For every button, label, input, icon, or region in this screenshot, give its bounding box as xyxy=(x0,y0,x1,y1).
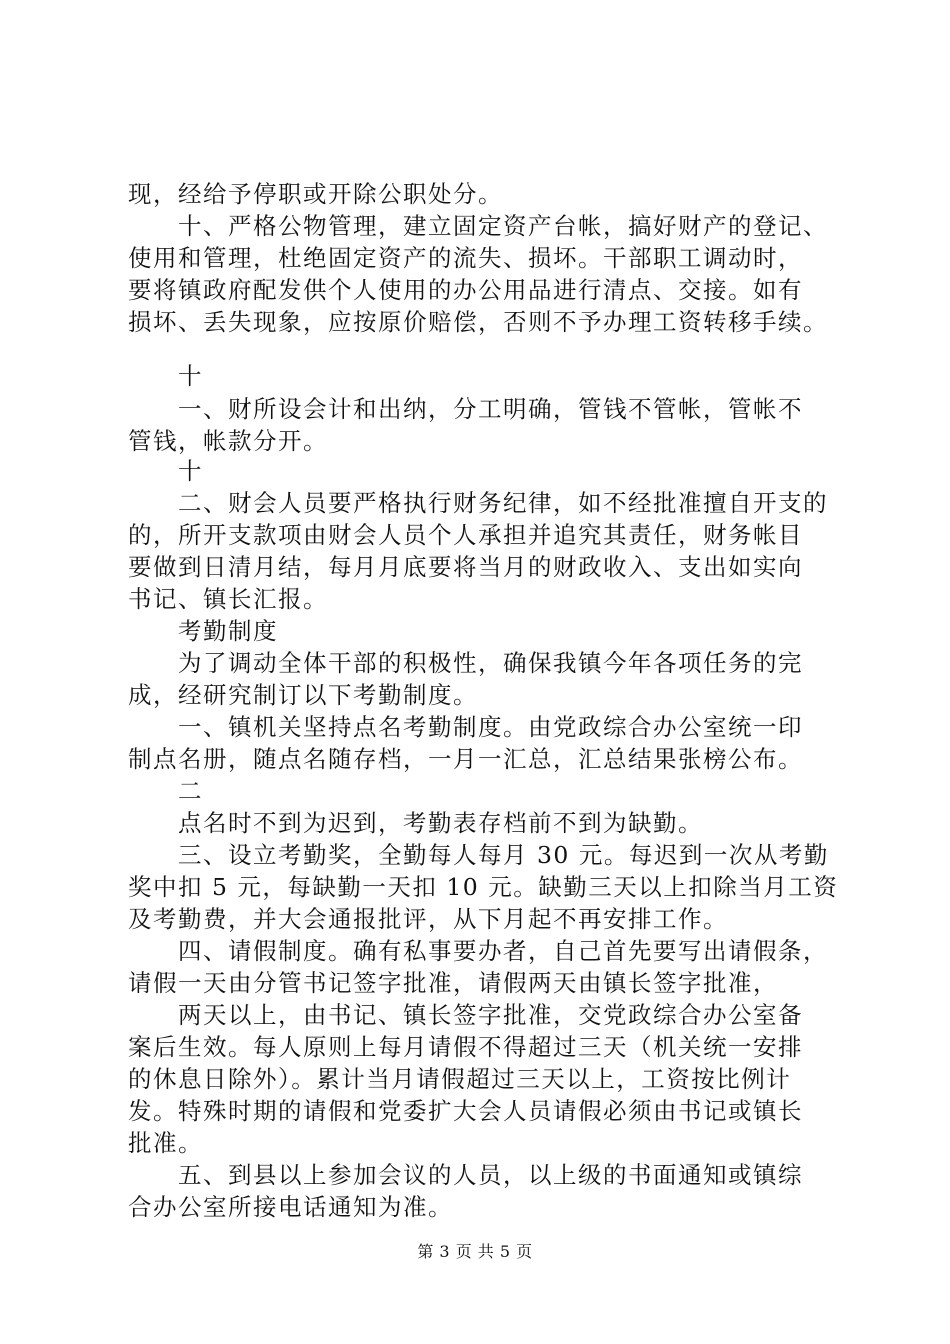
text-line: 管钱，帐款分开。 xyxy=(128,427,328,455)
text-line: 损坏、丢失现象，应按原价赔偿，否则不予办理工资转移手续。 xyxy=(128,308,828,336)
text-line: 成，经研究制订以下考勤制度。 xyxy=(128,681,478,709)
text-line: 奖中扣 5 元，每缺勤一天扣 10 元。缺勤三天以上扣除当月工资 xyxy=(128,873,839,901)
text-line: 合办公室所接电话通知为准。 xyxy=(128,1193,453,1221)
text-line: 现，经给予停职或开除公职处分。 xyxy=(128,180,503,208)
text-line: 制点名册，随点名随存档，一月一汇总，汇总结果张榜公布。 xyxy=(128,745,803,773)
text-line: 五、到县以上参加会议的人员，以上级的书面通知或镇综 xyxy=(178,1161,803,1189)
text-line: 的休息日除外）。累计当月请假超过三天以上，工资按比例计 xyxy=(128,1065,792,1093)
text-line: 的，所开支款项由财会人员个人承担并追究其责任，财务帐目 xyxy=(128,521,803,549)
text-line: 二 xyxy=(178,777,203,805)
text-line: 二、财会人员要严格执行财务纪律，如不经批准擅自开支的 xyxy=(178,489,828,517)
text-line: 三、设立考勤奖，全勤每人每月 30 元。每迟到一次从考勤 xyxy=(178,841,829,869)
section-heading: 考勤制度 xyxy=(178,617,278,645)
text-line: 四、请假制度。确有私事要办者，自己首先要写出请假条， xyxy=(178,937,828,965)
text-line: 两天以上，由书记、镇长签字批准，交党政综合办公室备 xyxy=(178,1001,803,1029)
text-line: 十 xyxy=(178,362,203,390)
text-line: 书记、镇长汇报。 xyxy=(128,585,328,613)
text-line: 批准。 xyxy=(128,1129,203,1157)
text-line: 要做到日清月结，每月月底要将当月的财政收入、支出如实向 xyxy=(128,553,803,581)
text-line: 为了调动全体干部的积极性，确保我镇今年各项任务的完 xyxy=(178,649,803,677)
text-line: 要将镇政府配发供个人使用的办公用品进行清点、交接。如有 xyxy=(128,276,803,304)
page-footer: 第 3 页 共 5 页 xyxy=(417,1242,533,1261)
text-line: 使用和管理，杜绝固定资产的流失、损坏。干部职工调动时， xyxy=(128,244,803,272)
text-line: 一、镇机关坚持点名考勤制度。由党政综合办公室统一印 xyxy=(178,713,803,741)
text-line: 点名时不到为迟到，考勤表存档前不到为缺勤。 xyxy=(178,809,703,837)
text-line: 十 xyxy=(178,457,203,485)
text-line: 案后生效。每人原则上每月请假不得超过三天（机关统一安排 xyxy=(128,1033,803,1061)
text-line: 发。特殊时期的请假和党委扩大会人员请假必须由书记或镇长 xyxy=(128,1097,803,1125)
text-line: 一、财所设会计和出纳，分工明确，管钱不管帐，管帐不 xyxy=(178,395,803,423)
text-line: 请假一天由分管书记签字批准，请假两天由镇长签字批准， xyxy=(128,969,778,997)
text-line: 及考勤费，并大会通报批评，从下月起不再安排工作。 xyxy=(128,905,728,933)
text-line: 十、严格公物管理，建立固定资产台帐，搞好财产的登记、 xyxy=(178,212,828,240)
